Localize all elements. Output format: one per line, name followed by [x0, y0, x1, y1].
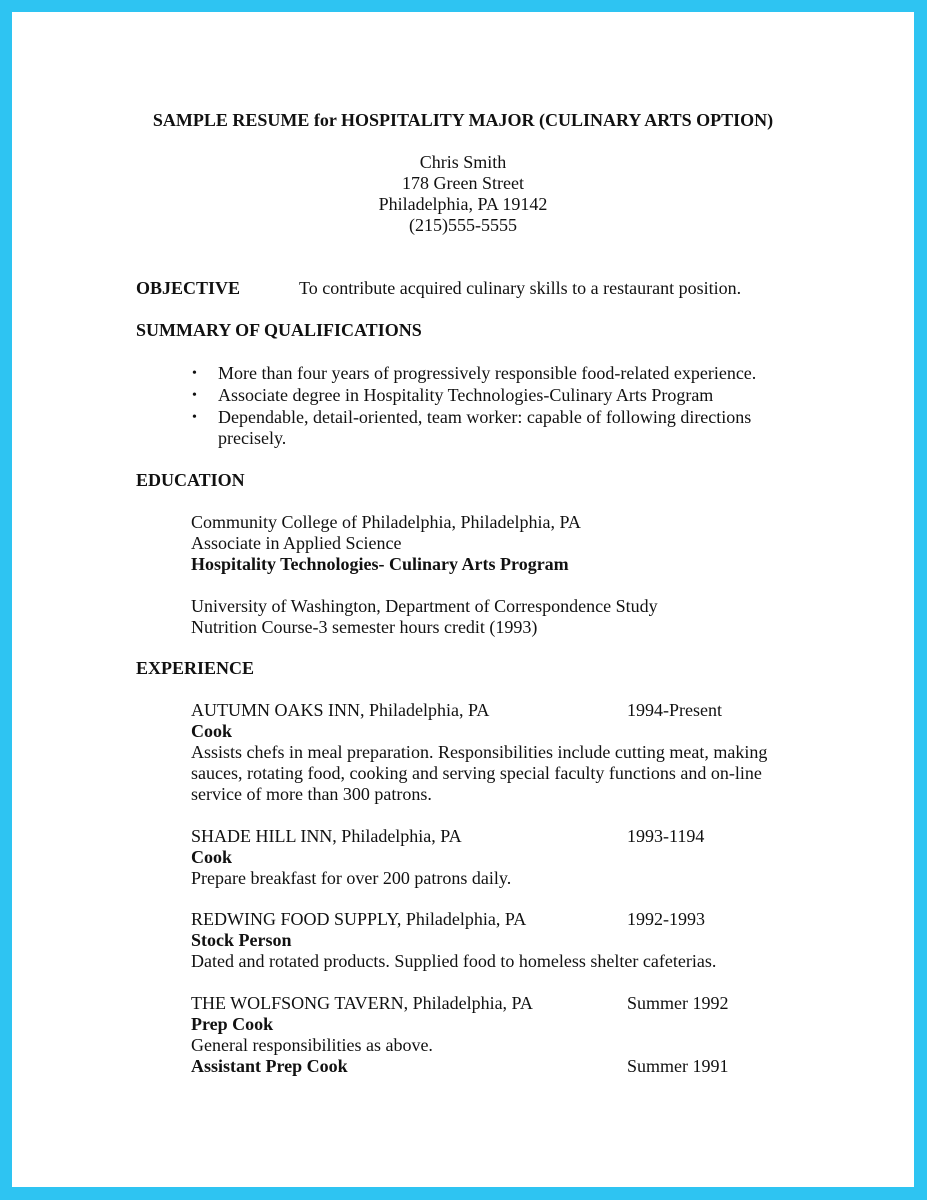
job-title: Cook [191, 847, 233, 867]
bullet-icon: • [192, 388, 197, 403]
job-dates: Summer 1992 [627, 993, 729, 1013]
job-description: Assists chefs in meal preparation. Responsibilities include cutting meat, making [191, 742, 768, 762]
education-detail: Nutrition Course-3 semester hours credit (1993) [191, 617, 538, 637]
job-dates: 1994-Present [627, 700, 722, 720]
job-title: Prep Cook [191, 1014, 274, 1034]
summary-item-continued: precisely. [218, 428, 287, 448]
education-school: University of Washington, Department of Correspondence Study [191, 596, 658, 616]
job-title: Cook [191, 721, 233, 741]
contact-name: Chris Smith [419, 152, 507, 172]
education-degree: Associate in Applied Science [191, 533, 402, 553]
job-dates: 1992-1993 [627, 909, 705, 929]
resume-title: SAMPLE RESUME for HOSPITALITY MAJOR (CULINARY ARTS OPTION) [152, 110, 774, 130]
contact-street: 178 Green Street [402, 173, 524, 193]
job-description: Prepare breakfast for over 200 patrons daily. [191, 868, 512, 888]
resume-page [12, 12, 914, 1187]
job-dates: Summer 1991 [627, 1056, 729, 1076]
job-description: General responsibilities as above. [191, 1035, 433, 1055]
summary-item: More than four years of progressively responsible food-related experience. [218, 363, 757, 383]
objective-text: To contribute acquired culinary skills to a restaurant position. [299, 278, 742, 298]
contact-city: Philadelphia, PA 19142 [378, 194, 548, 214]
job-employer: AUTUMN OAKS INN, Philadelphia, PA [191, 700, 490, 720]
job-dates: 1993-1194 [627, 826, 705, 846]
job-employer: THE WOLFSONG TAVERN, Philadelphia, PA [191, 993, 533, 1013]
job-employer: SHADE HILL INN, Philadelphia, PA [191, 826, 462, 846]
job-description: service of more than 300 patrons. [191, 784, 432, 804]
bullet-icon: • [192, 366, 197, 381]
objective-heading: OBJECTIVE [136, 278, 241, 298]
resume-document [12, 12, 914, 1187]
job-employer: REDWING FOOD SUPPLY, Philadelphia, PA [191, 909, 527, 929]
contact-phone: (215)555-5555 [409, 215, 517, 235]
experience-heading: EXPERIENCE [136, 658, 255, 678]
job-description: Dated and rotated products. Supplied food to homeless shelter cafeterias. [191, 951, 717, 971]
summary-item: Dependable, detail-oriented, team worker: capable of following directions [218, 407, 752, 427]
summary-heading: SUMMARY OF QUALIFICATIONS [136, 320, 422, 340]
education-program: Hospitality Technologies- Culinary Arts Program [191, 554, 569, 574]
job-title: Stock Person [191, 930, 292, 950]
job-title: Assistant Prep Cook [191, 1056, 348, 1076]
education-school: Community College of Philadelphia, Philadelphia, PA [191, 512, 581, 532]
summary-item: Associate degree in Hospitality Technologies-Culinary Arts Program [218, 385, 714, 405]
education-heading: EDUCATION [136, 470, 245, 490]
job-description: sauces, rotating food, cooking and serving special faculty functions and on-line [191, 763, 762, 783]
bullet-icon: • [192, 410, 197, 425]
